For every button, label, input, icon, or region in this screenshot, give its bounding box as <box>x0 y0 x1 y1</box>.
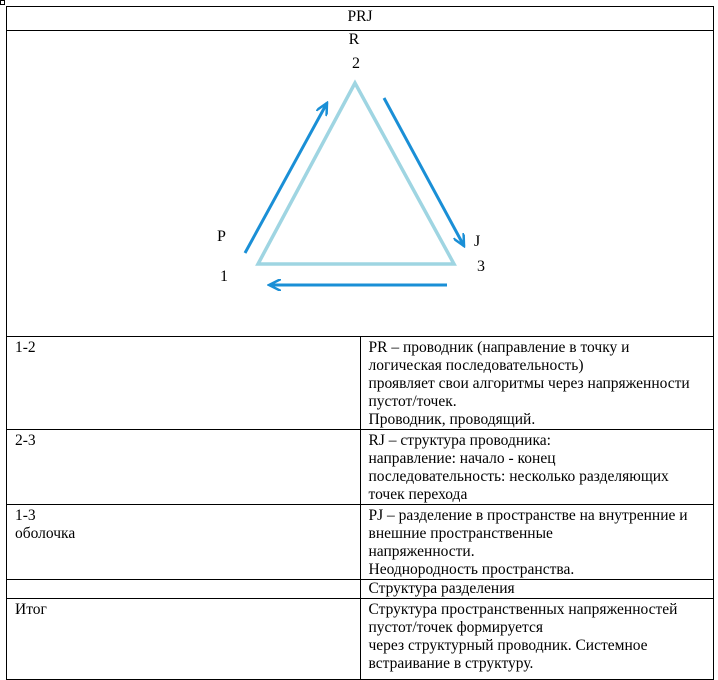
prj-triangle-diagram <box>7 31 713 336</box>
row-content-cell <box>360 337 714 430</box>
row-text-line: напряженности. <box>368 543 475 560</box>
table-row <box>7 337 714 430</box>
label-p: P <box>217 228 226 245</box>
table-row <box>7 505 714 580</box>
row-label: 1-3 <box>15 507 36 524</box>
row-text-line: RJ – структура проводника: <box>368 432 551 449</box>
label-r: R <box>348 31 360 48</box>
row-label-cell <box>7 430 361 505</box>
label-vertex-1: 1 <box>220 268 228 285</box>
row-text-line: проявляет свои алгоритмы через напряженности пустот/точек. <box>368 375 690 410</box>
table-row <box>7 430 714 505</box>
row-text-line: Структура разделения <box>368 580 515 597</box>
row-label-cell <box>7 599 361 680</box>
row-content-cell <box>360 580 714 599</box>
row-text-line: направление: начало - конец <box>368 450 556 467</box>
table-title: PRJ <box>7 7 714 31</box>
row-content-cell <box>360 599 714 680</box>
label-vertex-3: 3 <box>477 258 485 275</box>
arrow-p-to-r <box>245 103 327 253</box>
label-j: J <box>474 233 481 250</box>
table-row <box>7 599 714 680</box>
prj-table <box>6 6 714 680</box>
arrow-r-to-j <box>384 98 464 246</box>
row-text-line: Проводник, проводящий. <box>368 411 536 428</box>
row-label-cell <box>7 337 361 430</box>
title-row <box>7 7 714 31</box>
table-row <box>7 580 714 599</box>
row-text-line: через структурный проводник. Системное встраивание в структуру. <box>368 637 648 672</box>
row-text-line: PR – проводник (направление в точку и логическая последовательность) <box>368 339 630 374</box>
row-content-cell <box>360 430 714 505</box>
diagram-row <box>7 31 714 337</box>
row-label: 1-2 <box>15 339 36 356</box>
row-text-line: последовательность: несколько разделяющих точек перехода <box>368 468 669 503</box>
table-corner-marker <box>0 0 5 5</box>
diagram-cell <box>7 31 714 337</box>
label-vertex-2: 2 <box>352 55 360 72</box>
row-label-cell <box>7 505 361 580</box>
row-label-cell <box>7 580 361 599</box>
row-text-line: PJ – разделение в пространстве на внутренние и внешние пространственные <box>368 507 688 542</box>
row-text-line: Неоднородность пространства. <box>368 561 575 578</box>
row-content-cell <box>360 505 714 580</box>
row-label: 2-3 <box>15 432 36 449</box>
row-text-line: Структура пространственных напряженностей пустот/точек формируется <box>368 601 678 636</box>
row-label: оболочка <box>15 525 76 542</box>
row-label: Итог <box>15 601 47 618</box>
